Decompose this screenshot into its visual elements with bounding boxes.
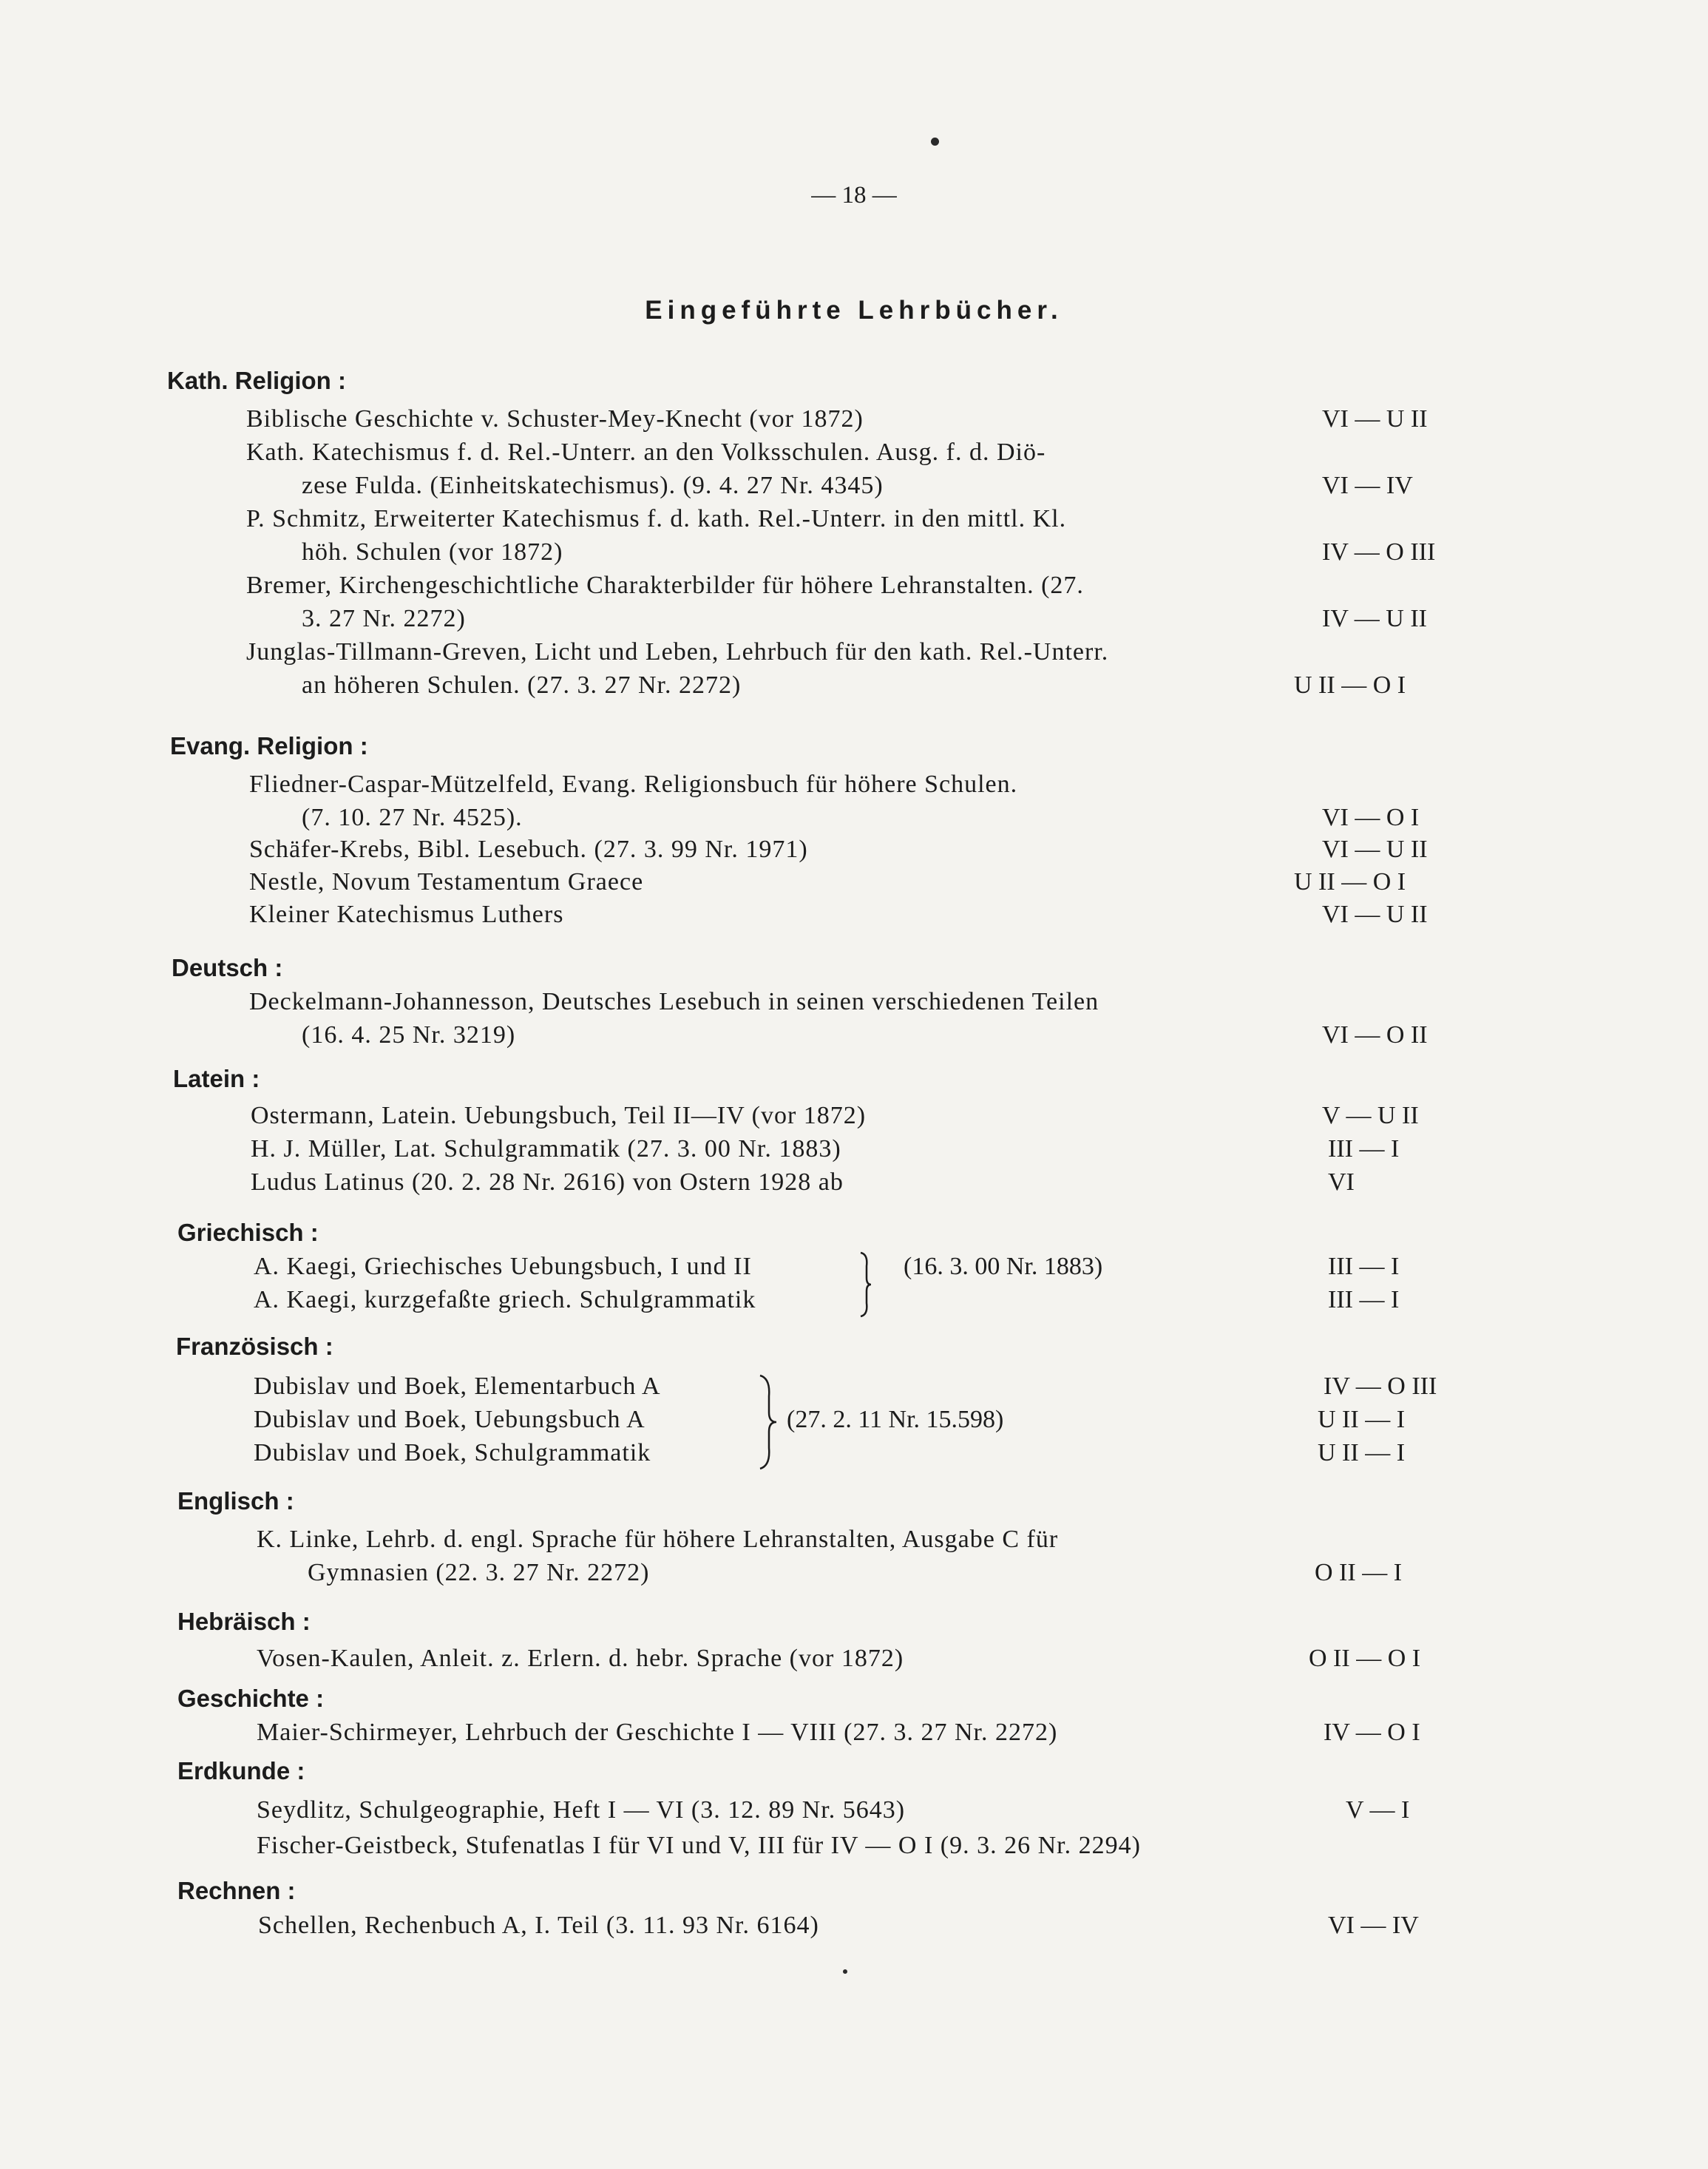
entry-classes: VI — U II bbox=[1322, 405, 1428, 433]
section-heading-griechisch: Griechisch : bbox=[177, 1219, 319, 1246]
entry-line: Bremer, Kirchengeschichtliche Charakterbilder für höhere Lehranstalten. (27. bbox=[246, 572, 1084, 599]
entry-line: Dubislav und Boek, Elementarbuch A bbox=[254, 1373, 661, 1400]
entry-line: Dubislav und Boek, Uebungsbuch A bbox=[254, 1406, 645, 1433]
entry-line: 3. 27 Nr. 2272) bbox=[302, 605, 466, 632]
section-heading-hebraeisch: Hebräisch : bbox=[177, 1608, 311, 1635]
entry-line: A. Kaegi, Griechisches Uebungsbuch, I und II bbox=[254, 1253, 752, 1280]
shared-reference: (27. 2. 11 Nr. 15.598) bbox=[787, 1406, 1004, 1433]
brace-icon bbox=[757, 1374, 779, 1470]
section-heading-kath-religion: Kath. Religion : bbox=[167, 367, 346, 394]
brace-icon bbox=[858, 1251, 872, 1318]
entry-line: (7. 10. 27 Nr. 4525). bbox=[302, 804, 523, 831]
section-heading-rechnen: Rechnen : bbox=[177, 1877, 296, 1904]
entry-line: K. Linke, Lehrb. d. engl. Sprache für höhere Lehranstalten, Ausgabe C für bbox=[257, 1526, 1059, 1553]
entry-classes: IV — U II bbox=[1322, 605, 1427, 632]
entry-classes: IV — O III bbox=[1324, 1373, 1437, 1400]
entry-classes: V — I bbox=[1346, 1796, 1410, 1824]
entry-line: Junglas-Tillmann-Greven, Licht und Leben, Lehrbuch für den kath. Rel.-Unterr. bbox=[246, 638, 1109, 666]
entry-line: Ostermann, Latein. Uebungsbuch, Teil II—IV (vor 1872) bbox=[251, 1102, 867, 1129]
entry-classes: U II — O I bbox=[1294, 671, 1406, 699]
entry-classes: III — I bbox=[1328, 1286, 1400, 1313]
entry-line: Vosen-Kaulen, Anleit. z. Erlern. d. hebr. Sprache (vor 1872) bbox=[257, 1645, 904, 1672]
entry-line: Seydlitz, Schulgeographie, Heft I — VI (3. 12. 89 Nr. 5643) bbox=[257, 1796, 906, 1824]
entry-classes: O II — I bbox=[1315, 1559, 1403, 1586]
entry-classes: U II — O I bbox=[1294, 868, 1406, 896]
ink-speck bbox=[931, 138, 939, 146]
entry-line: Gymnasien (22. 3. 27 Nr. 2272) bbox=[308, 1559, 650, 1586]
section-heading-erdkunde: Erdkunde : bbox=[177, 1757, 305, 1784]
entry-line: Kleiner Katechismus Luthers bbox=[249, 901, 564, 928]
entry-line: P. Schmitz, Erweiterter Katechismus f. d. kath. Rel.-Unterr. in den mittl. Kl. bbox=[246, 505, 1067, 532]
shared-reference: (16. 3. 00 Nr. 1883) bbox=[904, 1253, 1103, 1280]
entry-classes: V — U II bbox=[1322, 1102, 1419, 1129]
section-heading-franzoesisch: Französisch : bbox=[176, 1333, 333, 1360]
section-heading-geschichte: Geschichte : bbox=[177, 1685, 325, 1712]
page-title: Eingeführte Lehrbücher. bbox=[645, 296, 1063, 325]
entry-classes: III — I bbox=[1328, 1253, 1400, 1280]
entry-line: Fischer-Geistbeck, Stufenatlas I für VI und V, III für IV — O I (9. 3. 26 Nr. 2294) bbox=[257, 1832, 1141, 1859]
entry-line: Schellen, Rechenbuch A, I. Teil (3. 11. 93 Nr. 6164) bbox=[258, 1912, 819, 1939]
entry-classes: IV — O I bbox=[1324, 1719, 1420, 1746]
section-heading-deutsch: Deutsch : bbox=[172, 954, 283, 981]
entry-classes: O II — O I bbox=[1309, 1645, 1421, 1672]
entry-classes: VI — U II bbox=[1322, 836, 1428, 863]
entry-classes: VI — IV bbox=[1322, 472, 1413, 499]
entry-line: an höheren Schulen. (27. 3. 27 Nr. 2272) bbox=[302, 671, 742, 699]
entry-classes: U II — I bbox=[1318, 1406, 1406, 1433]
entry-classes: IV — O III bbox=[1322, 538, 1436, 566]
section-heading-evang-religion: Evang. Religion : bbox=[170, 732, 368, 759]
entry-line: Maier-Schirmeyer, Lehrbuch der Geschichte I — VIII (27. 3. 27 Nr. 2272) bbox=[257, 1719, 1058, 1746]
section-heading-latein: Latein : bbox=[173, 1065, 260, 1092]
entry-line: Dubislav und Boek, Schulgrammatik bbox=[254, 1439, 651, 1466]
entry-line: (16. 4. 25 Nr. 3219) bbox=[302, 1021, 516, 1049]
entry-classes: VI bbox=[1328, 1168, 1355, 1196]
entry-line: Schäfer-Krebs, Bibl. Lesebuch. (27. 3. 99 Nr. 1971) bbox=[249, 836, 808, 863]
entry-classes: III — I bbox=[1328, 1135, 1400, 1163]
section-heading-englisch: Englisch : bbox=[177, 1487, 294, 1515]
entry-classes: VI — O II bbox=[1322, 1021, 1428, 1049]
entry-line: H. J. Müller, Lat. Schulgrammatik (27. 3. 00 Nr. 1883) bbox=[251, 1135, 841, 1163]
entry-line: Ludus Latinus (20. 2. 28 Nr. 2616) von Ostern 1928 ab bbox=[251, 1168, 844, 1196]
entry-classes: VI — IV bbox=[1328, 1912, 1419, 1939]
entry-line: Fliedner-Caspar-Mützelfeld, Evang. Religionsbuch für höhere Schulen. bbox=[249, 771, 1018, 798]
entry-line: Kath. Katechismus f. d. Rel.-Unterr. an den Volksschulen. Ausg. f. d. Diö- bbox=[246, 439, 1046, 466]
entry-line: Deckelmann-Johannesson, Deutsches Lesebuch in seinen verschiedenen Teilen bbox=[249, 988, 1099, 1015]
entry-line: A. Kaegi, kurzgefaßte griech. Schulgrammatik bbox=[254, 1286, 756, 1313]
entry-line: Nestle, Novum Testamentum Graece bbox=[249, 868, 644, 896]
entry-classes: VI — U II bbox=[1322, 901, 1428, 928]
entry-line: zese Fulda. (Einheitskatechismus). (9. 4. 27 Nr. 4345) bbox=[302, 472, 884, 499]
entry-line: Biblische Geschichte v. Schuster-Mey-Knecht (vor 1872) bbox=[246, 405, 864, 433]
entry-classes: U II — I bbox=[1318, 1439, 1406, 1466]
page-number: — 18 — bbox=[811, 182, 897, 209]
ink-speck bbox=[843, 1969, 847, 1974]
entry-line: höh. Schulen (vor 1872) bbox=[302, 538, 563, 566]
entry-classes: VI — O I bbox=[1322, 804, 1420, 831]
